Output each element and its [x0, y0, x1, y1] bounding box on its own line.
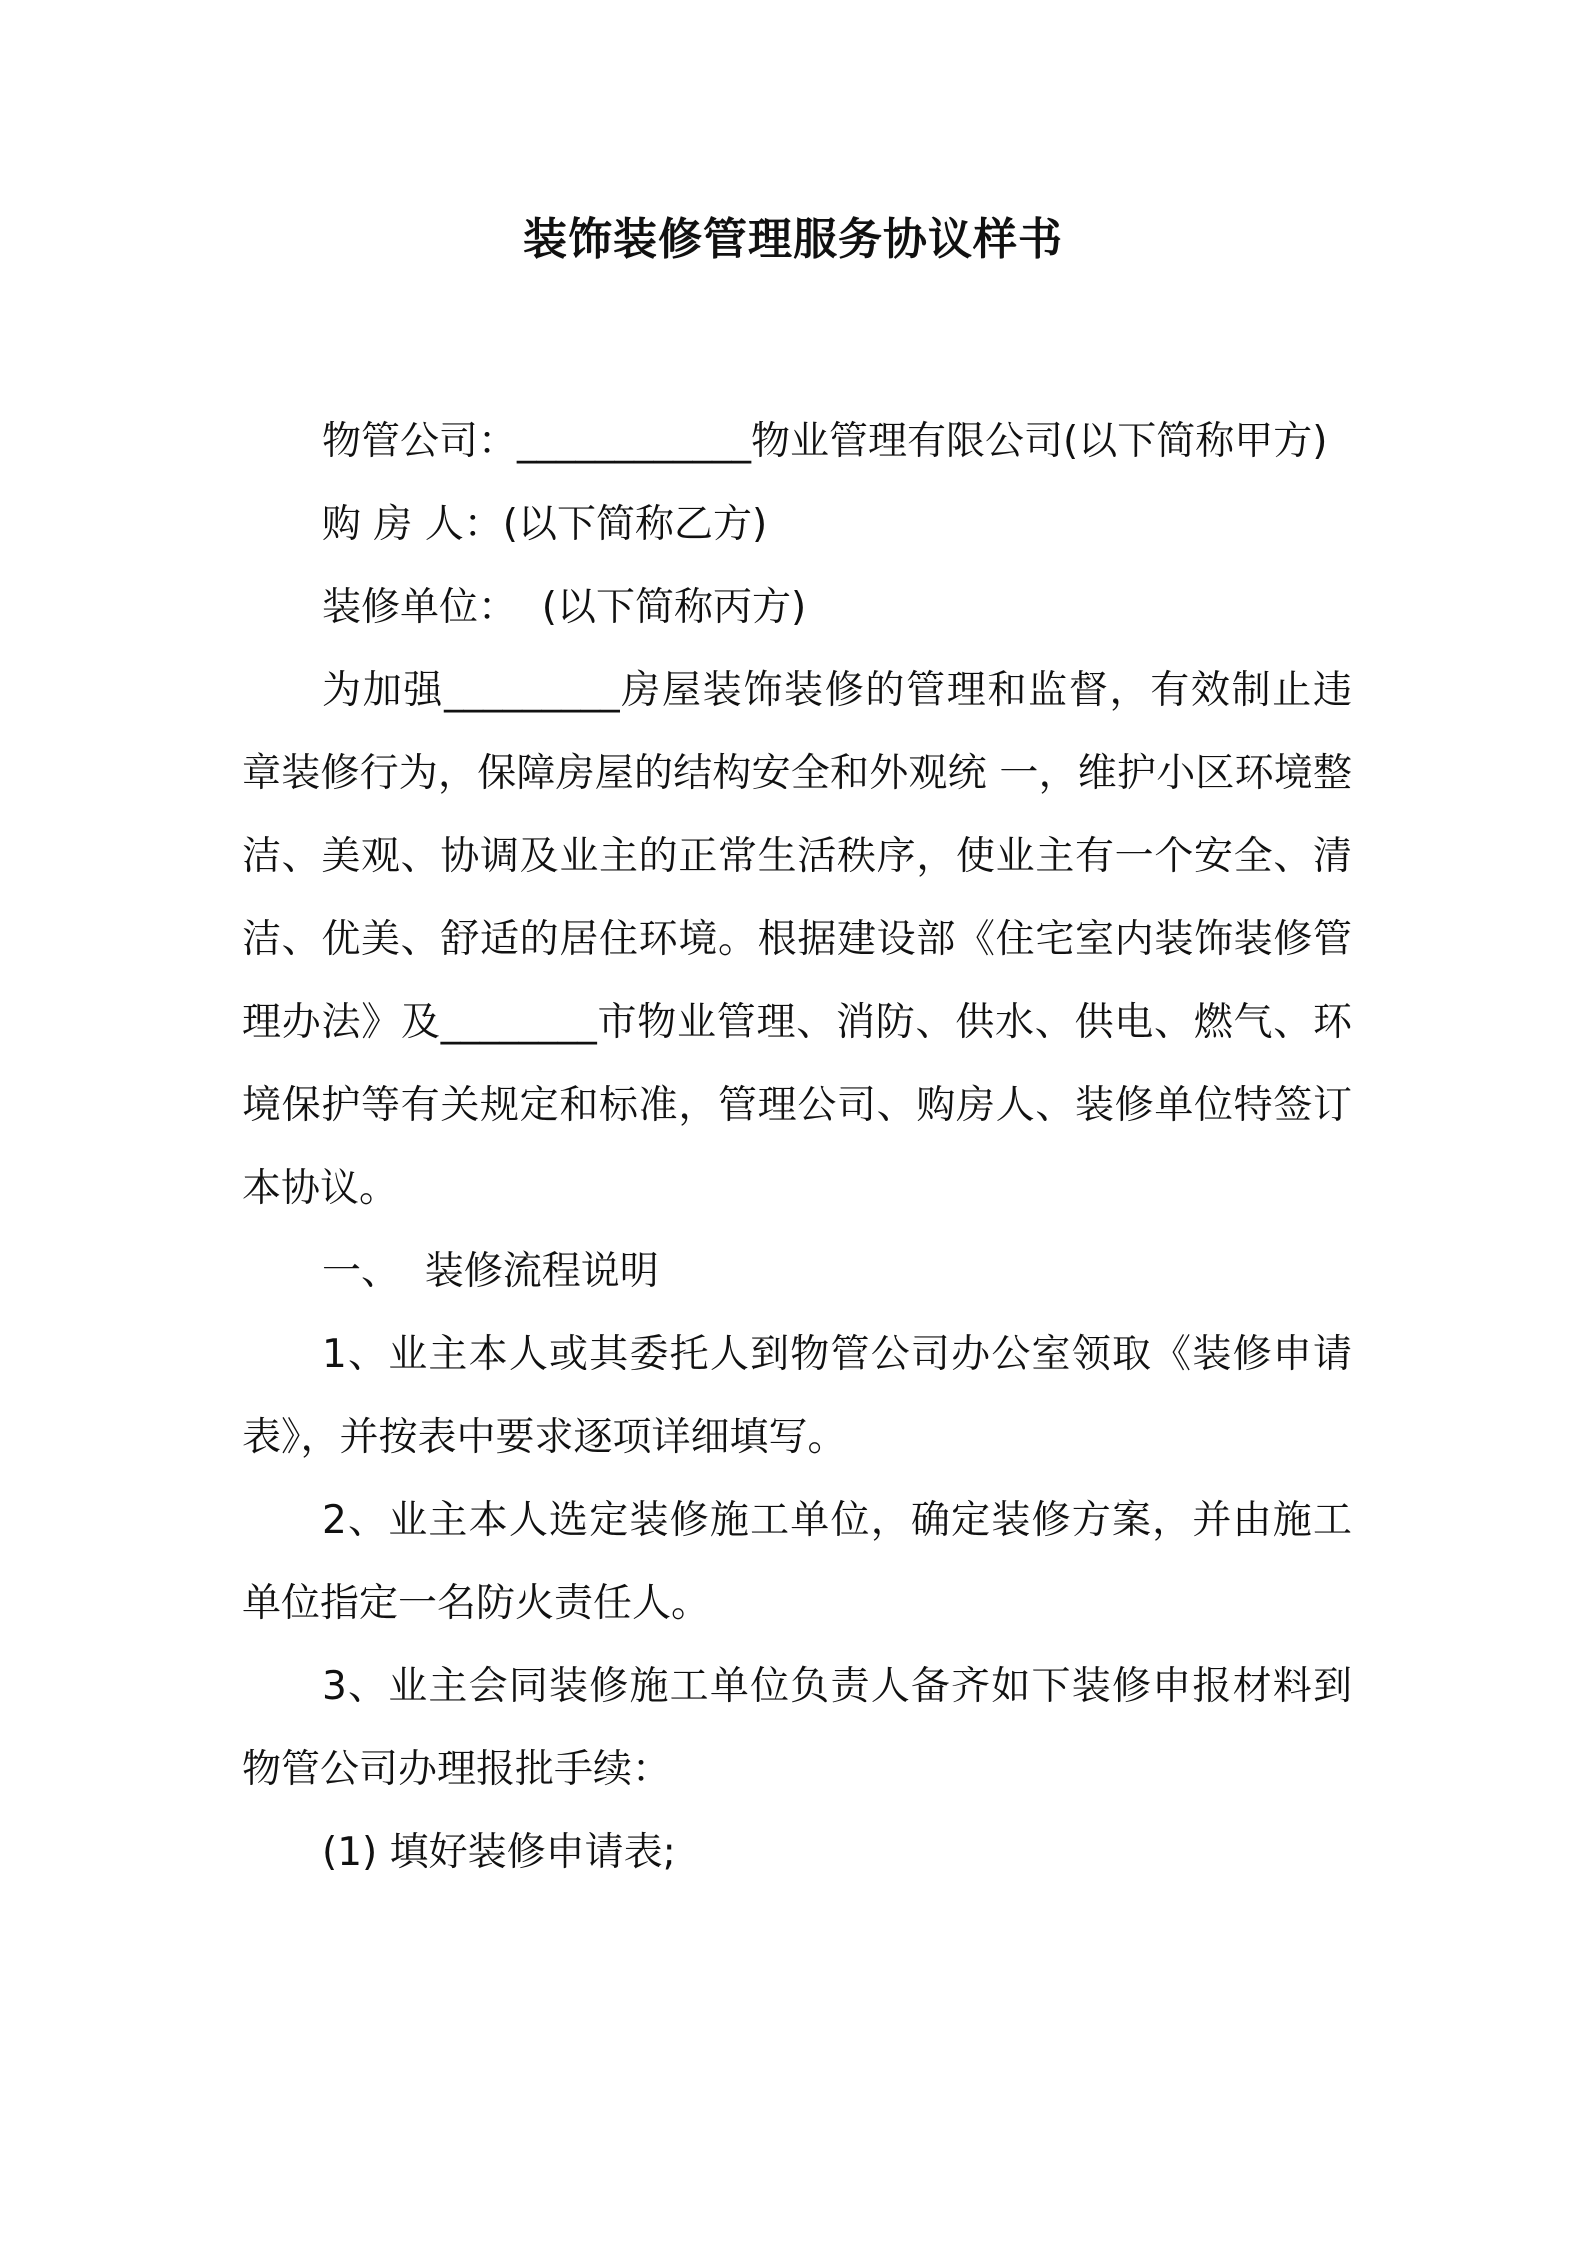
preamble-paragraph: 为加强_________房屋装饰装修的管理和监督，有效制止违章装修行为，保障房屋的结构安全和外观统 一，维护小区环境整洁、美观、协调及业主的正常生活秩序，使业主有一个安全、清洁、优美、舒适的居住环境。根据建设部《住宅室内装饰装修管理办法》及________市物业管理、消防、供水、供电、燃气、环境保护等有关规定和标准，管理公司、购房人、装修单位特签订本协议。: [242, 668, 1352, 1211]
party-b-line: 购 房 人：(以下简称乙方): [322, 502, 768, 547]
list-item: 1、业主本人或其委托人到物管公司办公室领取《装修申请表》，并按表中要求逐项详细填写。: [242, 1332, 1352, 1460]
list-item: 3、业主会同装修施工单位负责人备齐如下装修申报材料到物管公司办理报批手续：: [242, 1664, 1352, 1792]
sub-list-item: (1) 填好装修申请表;: [322, 1830, 676, 1875]
party-c-line: 装修单位： (以下简称丙方): [322, 585, 807, 630]
list-item: 2、业主本人选定装修施工单位，确定装修方案，并由施工单位指定一名防火责任人。: [242, 1498, 1352, 1626]
document-body: [242, 400, 1352, 1894]
document-title: 装饰装修管理服务协议样书: [523, 214, 1063, 265]
party-a-line: 物管公司：____________物业管理有限公司(以下简称甲方): [322, 419, 1328, 464]
section-heading: 一、 装修流程说明: [322, 1249, 659, 1294]
